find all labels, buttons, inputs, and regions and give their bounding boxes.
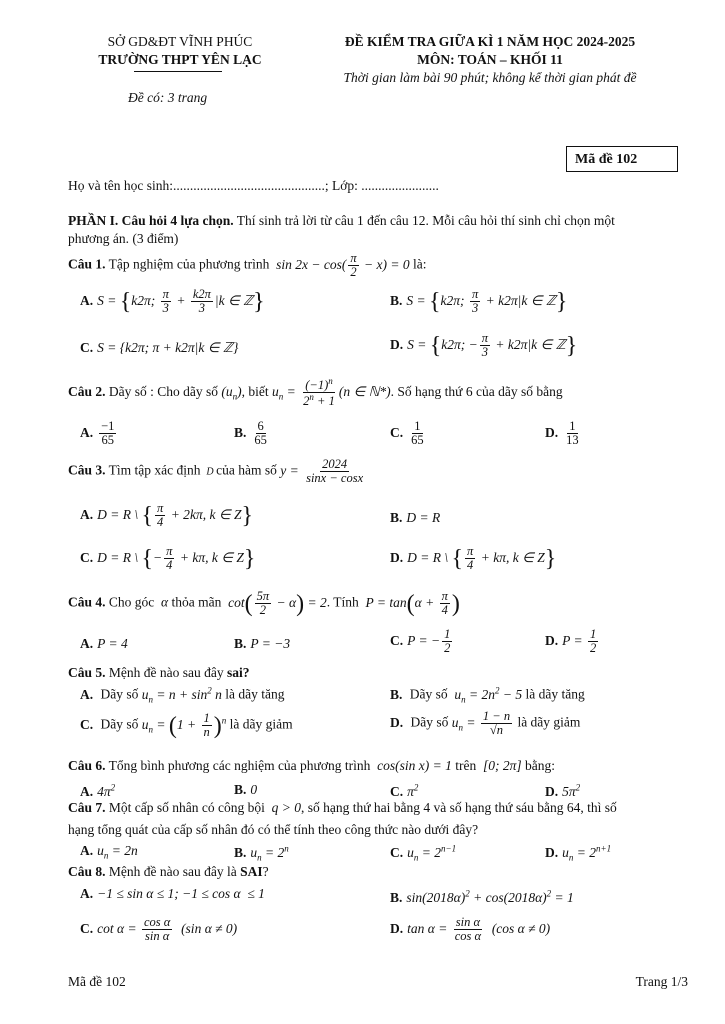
question-7-label: Câu 7. [68,800,106,815]
q4-option-b[interactable]: B. P = −3 [234,636,291,651]
q3-option-b[interactable]: B. D = R [390,510,441,525]
header-left-school: TRƯỜNG THPT YÊN LẠC [98,52,262,67]
question-6: Câu 6. Tổng bình phương các nghiệm của phương trình cos(sin x) = 1 trên [0; 2π] bằng: [68,758,556,773]
question-1-label: Câu 1. [68,256,106,272]
question-3-mid: của hàm số [216,462,277,478]
question-5-emph: sai? [226,665,250,680]
header-left-dept: SỞ GD&ĐT VĨNH PHÚC [107,34,253,49]
q5-option-d-text: là dãy giảm [517,714,581,730]
q5-option-c[interactable]: C. Dãy số $u_n = (1$ + $\frac{1}{n}$ )$^n$ là dãy giảm [80,711,293,740]
question-2-text: Dãy số : Cho dãy số [105,383,219,399]
q2-option-b[interactable]: B. $\frac{6}{65}$ [234,419,267,448]
header-page-count: Đề có: 3 trang [128,90,208,105]
header-underline [134,71,222,72]
question-2: Câu 2. Dãy số : Cho dãy số $(u_n)$, biết $u_n$ = $\frac{(-1)^n}{2^n + 1}$ (n ∈ ℕ*). Số hạng thứ 6 của dãy số bằng [68,376,563,409]
student-info-line: Họ và tên học sinh:.............................................; Lớp: ....................... [68,178,439,193]
question-7-line2: hạng tổng quát của cấp số nhân đó có thể tính theo công thức nào dưới đây? [68,822,479,837]
exam-code-box: Mã đề 102 [566,146,678,172]
question-7-text: Một cấp số nhân có công bội [105,800,265,815]
question-2-mid: , biết [241,383,269,399]
q3-option-d[interactable]: D. D = R \ { $\frac{\pi}{4}$ + kπ, k ∈ Z} [390,544,557,573]
q6-option-a[interactable]: A. $4\pi^2$ [80,782,116,799]
question-5-text: Mệnh đề nào sau đây [105,665,227,680]
question-2-tail: . Số hạng thứ 6 của dãy số bằng [390,383,563,399]
q7-option-d[interactable]: D. $u_n = 2^{n+1}$ [545,843,612,863]
question-1-text: Tập nghiệm của phương trình [105,256,270,272]
q1-option-c[interactable]: C. S = {k2π; π + k2π|k ∈ ℤ} [80,340,239,355]
question-1-equation: sin 2x − cos( $\frac{\pi}{2}$ − x) = 0 [272,251,410,280]
part1-instructions-line2: phương án. (3 điểm) [68,231,179,246]
question-3-label: Câu 3. [68,462,106,478]
q2-option-a[interactable]: A. $\frac{-1}{65}$ [80,419,115,448]
question-8-tail: ? [262,864,269,879]
question-7: Câu 7. Một cấp số nhân có công bội q > 0, số hạng thứ hai bằng 4 và số hạng thứ sáu bằng 64, thì số [68,800,617,815]
q6-option-d[interactable]: D. $5\pi^2$ [545,782,581,799]
q2-option-d[interactable]: D. $\frac{1}{13}$ [545,419,579,448]
q4-option-a[interactable]: A. P = 4 [80,636,128,651]
q1-option-d[interactable]: D. S = {k2π; − $\frac{\pi}{3}$ + k2π|k ∈ ℤ} [390,331,578,360]
question-4-label: Câu 4. [68,594,106,610]
question-5-label: Câu 5. [68,665,106,680]
part1-instructions [68,213,615,229]
question-7-mid: , số hạng thứ hai bằng 4 và số hạng thứ sáu bằng 64, thì số [300,800,617,815]
question-8-text: Mệnh đề nào sau đây là [105,864,241,879]
question-3-text: Tìm tập xác định [105,462,201,478]
q2-option-c[interactable]: C. $\frac{1}{65}$ [390,419,424,448]
q7-option-c[interactable]: C. $u_n = 2^{n-1}$ [390,843,457,863]
question-5 [68,665,250,681]
header-exam-title: ĐỀ KIỂM TRA GIỮA KÌ 1 NĂM HỌC 2024-2025 [344,34,636,49]
question-2-label: Câu 2. [68,383,106,399]
q7-option-a[interactable]: A. $u_n = 2n$ [80,843,138,861]
header-duration: Thời gian làm bài 90 phút; không kể thời gian phát đề [343,70,637,85]
q5-option-b[interactable]: B. Dãy số $u_n = 2n^2 - 5$ là dãy tăng [390,685,585,705]
q3-option-b-text: D = R [406,510,441,525]
q4-option-d[interactable]: D. P = $\frac{1}{2}$ [545,627,597,656]
q8-option-b[interactable]: B. $\sin(2018\alpha)^2 + \cos(2018\alpha)^2 = 1$ [390,888,574,905]
header-subject: MÔN: TOÁN – KHỐI 11 [417,52,563,67]
q3-option-a[interactable]: A. D = R \ { $\frac{\pi}{4}$ + 2kπ, k ∈ Z} [80,501,254,530]
question-6-tail: bằng: [525,758,556,773]
question-6-text: Tổng bình phương các nghiệm của phương trình [105,758,371,773]
question-4-text: Cho góc [105,594,155,610]
question-4-mid: thỏa mãn [171,594,222,610]
q1-option-b[interactable]: B. S = {k2π; $\frac{\pi}{3}$ + k2π|k ∈ ℤ} [390,287,568,316]
part1-title: PHẦN I. Câu hỏi 4 lựa chọn. [68,213,234,228]
q1-option-a[interactable]: A. S = {k2π; $\frac{\pi}{3}$ + $\frac{k2\pi}{3}$ |k ∈ ℤ} [80,287,265,316]
q5-option-b-text: là dãy tăng [525,686,585,702]
question-1 [68,252,426,279]
q5-option-c-text: là dãy giảm [229,716,293,732]
q6-option-b[interactable]: B. 0 [234,782,258,797]
question-6-label: Câu 6. [68,758,106,773]
question-4: Câu 4. Cho góc α thỏa mãn cot( $\frac{5\pi}{2}$ − α) = 2. Tính P = tan(α + $\frac{\pi}{4}$ ) [68,589,460,618]
question-3: Câu 3. Tìm tập xác định D của hàm số y = $\frac{2024}{\sin x - \cos x}$ [68,457,364,486]
q8-option-d[interactable]: D. tan α = $\frac{\text{sin α}}{\text{cos α}}$ (cos α ≠ 0) [390,915,551,944]
question-8 [68,864,269,880]
question-1-tail: là: [412,256,427,272]
question-8-emph: SAI [240,864,263,879]
question-4-tail: . Tính [326,594,359,610]
q5-option-a[interactable]: A. Dãy số $u_n = n + \sin^2 n$ là dãy tăng [80,685,285,705]
q3-option-c[interactable]: C. D = R \ {− $\frac{\pi}{4}$ + kπ, k ∈ Z} [80,544,256,573]
part1-instructions-text: Thí sinh trả lời từ câu 1 đến câu 12. Mỗi câu hỏi thí sinh chỉ chọn một [233,213,615,228]
question-8-label: Câu 8. [68,864,106,879]
q6-option-c[interactable]: C. $\pi^2$ [390,782,419,799]
footer-page-number: Trang 1/3 [635,974,688,989]
q8-option-c[interactable]: C. cot α = $\frac{\text{cos α}}{\text{sin α}}$ (sin α ≠ 0) [80,915,238,944]
q8-option-a[interactable]: A. −1 ≤ sin α ≤ 1; −1 ≤ cos α ≤ 1 [80,886,265,901]
q5-option-d[interactable]: D. Dãy số $u_n$ = $\frac{1 - n}{√n}$ là dãy giảm [390,709,581,738]
q5-option-a-text: là dãy tăng [225,686,285,702]
footer-exam-code: Mã đề 102 [68,974,126,989]
q7-option-b[interactable]: B. $u_n = 2^n$ [234,843,289,863]
q4-option-c[interactable]: C. P = − $\frac{1}{2}$ [390,627,451,656]
question-6-mid: trên [455,758,477,773]
